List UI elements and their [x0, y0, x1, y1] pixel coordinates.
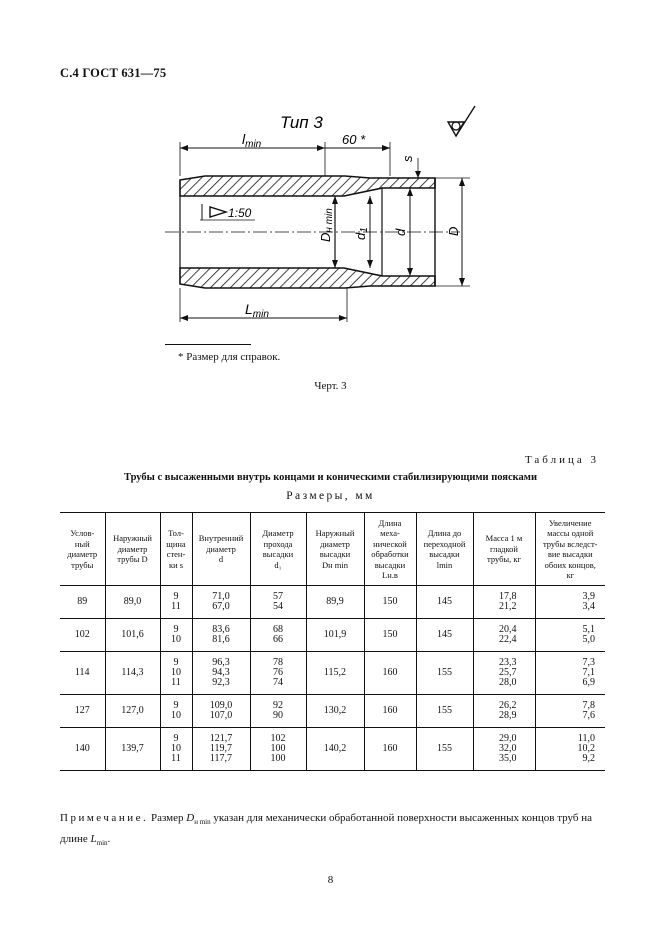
table-cell: 121,7 119,7 117,7	[192, 728, 250, 771]
table-title: Трубы с высаженными внутрь концами и коническими стабилизирующими поясками	[124, 472, 537, 483]
header-line: Услов-	[70, 528, 95, 538]
table-header-cell	[60, 513, 105, 586]
table-cell: 101,6	[105, 619, 160, 652]
table-cell: 3,9 3,4	[535, 586, 605, 619]
table-cell: 155	[416, 728, 473, 771]
header-line: Наружный	[113, 533, 152, 544]
table-note	[60, 810, 605, 852]
dh-min-label: Dн min	[318, 208, 335, 242]
table-header-cell	[160, 513, 192, 586]
note-symbol-sub: н min	[194, 818, 211, 827]
header-line: высадки	[429, 549, 460, 559]
table-cell: 102	[60, 619, 105, 652]
table-header-cell	[535, 513, 605, 586]
L-min-label: $L_{min}$	[245, 301, 269, 320]
table-cell: 78 76 74	[250, 652, 306, 695]
d1-label: d1	[353, 227, 370, 240]
table-cell: 68 66	[250, 619, 306, 652]
header-line: Диаметр	[262, 528, 294, 538]
header-line: Длина	[378, 517, 402, 528]
lower-wall-section	[180, 268, 435, 288]
table-cell: 9 10 11	[160, 652, 192, 695]
table-cell: 160	[364, 652, 416, 695]
table-cell: 127	[60, 695, 105, 728]
table-cell: 155	[416, 695, 473, 728]
note-label: Примечание.	[60, 812, 149, 824]
table-cell: 11,0 10,2 9,2	[535, 728, 605, 771]
note-text-b: указан для механически обработанной поверхности высаженных концов труб на длине	[60, 812, 593, 846]
header-line: d₁	[274, 559, 282, 570]
D-label: D	[446, 226, 461, 236]
table-header-cell	[364, 513, 416, 586]
header-line: диаметр	[206, 543, 236, 554]
header-line: обоих концов,	[544, 559, 596, 570]
header-line: lmin	[436, 559, 453, 570]
table-cell: 29,0 32,0 35,0	[473, 728, 535, 771]
table-row	[60, 586, 605, 619]
table-row	[60, 695, 605, 728]
table-cell: 20,4 22,4	[473, 619, 535, 652]
header-line: Внутренний	[198, 533, 244, 544]
pipes-table	[60, 512, 605, 771]
table-cell: 26,2 28,9	[473, 695, 535, 728]
table-cell: 102 100 100	[250, 728, 306, 771]
figure-caption: Черт. 3	[314, 380, 347, 392]
table-cell: 115,2	[306, 652, 364, 695]
header-line: высадки	[262, 549, 294, 559]
table-cell: 5,1 5,0	[535, 619, 605, 652]
roughness-symbol	[448, 106, 475, 136]
table-cell: 139,7	[105, 728, 160, 771]
table-cell: 160	[364, 695, 416, 728]
table-cell: 7,8 7,6	[535, 695, 605, 728]
table-cell: 150	[364, 586, 416, 619]
header-line: диаметр	[320, 538, 350, 549]
table-header-cell	[416, 513, 473, 586]
table-cell: 127,0	[105, 695, 160, 728]
table-cell: 145	[416, 619, 473, 652]
table-label: Таблица 3	[524, 454, 599, 466]
header-line: стен-	[166, 549, 186, 559]
table-row	[60, 619, 605, 652]
table-cell: 57 54	[250, 586, 306, 619]
table-body	[60, 586, 605, 771]
header-line: ки s	[168, 559, 184, 570]
header-line: Dн min	[321, 559, 349, 570]
table-cell: 89	[60, 586, 105, 619]
table-header-cell	[192, 513, 250, 586]
table-cell: 96,3 94,3 92,3	[192, 652, 250, 695]
table-cell: 114	[60, 652, 105, 695]
table-cell: 9 10 11	[160, 728, 192, 771]
header-line: кг	[566, 570, 575, 580]
table-header-cell	[473, 513, 535, 586]
note-symbol: D	[186, 812, 195, 824]
header-line: ный	[74, 538, 90, 549]
header-line: трубы вследст-	[542, 538, 598, 549]
header-line: массы одной	[547, 528, 594, 538]
table-cell: 130,2	[306, 695, 364, 728]
header-line: нической	[373, 538, 407, 549]
dim-60-label: 60 *	[342, 132, 366, 147]
page-number: 8	[327, 874, 334, 886]
footnote-rule	[165, 344, 251, 345]
table-row	[60, 728, 605, 771]
table-cell: 160	[364, 728, 416, 771]
svg-text:1:50: 1:50	[228, 206, 252, 220]
table-header-cell	[105, 513, 160, 586]
d-label: d	[393, 228, 408, 236]
header-line: трубы D	[117, 554, 148, 565]
table-cell: 23,3 25,7 28,0	[473, 652, 535, 695]
table-cell: 150	[364, 619, 416, 652]
note-symbol-2-sub: min	[96, 839, 108, 848]
table-cell: 89,9	[306, 586, 364, 619]
table-row	[60, 652, 605, 695]
table-cell: 140	[60, 728, 105, 771]
header-line: высадки	[374, 559, 406, 570]
table-cell: 92 90	[250, 695, 306, 728]
table-cell: 17,8 21,2	[473, 586, 535, 619]
note-symbol-2: L	[90, 833, 97, 846]
header-line: вие высадки	[547, 549, 593, 559]
header-line: диаметр	[67, 549, 98, 559]
upper-wall-section	[180, 176, 435, 196]
l-min-label: $l_{min}$	[242, 131, 262, 150]
note-text-a: Размер	[148, 812, 187, 824]
table-cell: 145	[416, 586, 473, 619]
header-line: обработки	[371, 549, 409, 559]
note-text-c: .	[107, 833, 111, 846]
header-line: прохода	[263, 538, 293, 549]
table-header-row	[60, 513, 605, 586]
header-line: высадки	[319, 549, 351, 559]
type-label: Тип 3	[280, 113, 323, 132]
pipe-end-drawing	[160, 100, 490, 340]
footnote: * Размер для справок.	[178, 351, 281, 363]
header-line: d	[218, 554, 224, 565]
table-cell: 71,0 67,0	[192, 586, 250, 619]
header-line: Масса 1 м	[485, 533, 523, 544]
table-header-cell	[306, 513, 364, 586]
header-line: переходной	[423, 538, 466, 549]
table-header-cell	[250, 513, 306, 586]
table-cell: 9 10	[160, 619, 192, 652]
header-line: Наружный	[315, 528, 355, 538]
header-line: Увеличение	[548, 517, 592, 528]
table-cell: 155	[416, 652, 473, 695]
header-line: щина	[166, 538, 186, 549]
taper-mark	[200, 204, 255, 220]
header-line: Тол-	[168, 528, 184, 538]
header-line: меха-	[380, 528, 400, 538]
table-cell: 89,0	[105, 586, 160, 619]
table-cell: 109,0 107,0	[192, 695, 250, 728]
header-line: диаметр	[117, 543, 148, 554]
table-cell: 101,9	[306, 619, 364, 652]
header-line: гладкой	[490, 543, 518, 554]
table-cell: 9 10	[160, 695, 192, 728]
header-line: Длина до	[427, 528, 462, 538]
header-line: трубы, кг	[487, 554, 521, 565]
table-cell: 140,2	[306, 728, 364, 771]
page-header: С.4 ГОСТ 631—75	[60, 66, 167, 80]
header-line: Lн.в	[382, 570, 398, 580]
table-cell: 9 11	[160, 586, 192, 619]
s-label: s	[400, 155, 415, 162]
table-cell: 83,6 81,6	[192, 619, 250, 652]
table-units: Размеры, мм	[286, 490, 375, 502]
header-line: трубы	[71, 559, 94, 570]
table-cell: 114,3	[105, 652, 160, 695]
table-cell: 7,3 7,1 6,9	[535, 652, 605, 695]
